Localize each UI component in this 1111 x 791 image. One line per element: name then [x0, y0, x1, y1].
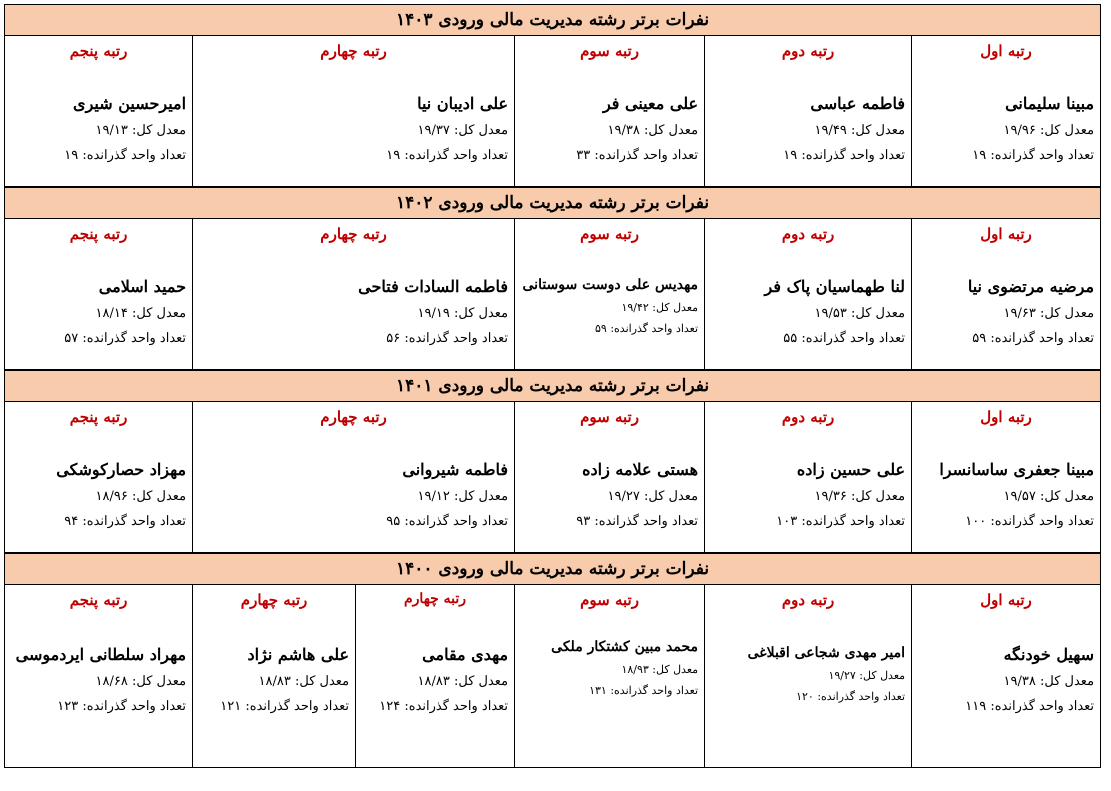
units-value: ۱۹ — [64, 148, 79, 163]
student-cell — [705, 36, 912, 187]
rank-label: رتبه سوم — [580, 225, 639, 243]
units-value: ۵۹ — [595, 322, 607, 335]
avg-value: ۱۹/۵۷ — [1003, 489, 1036, 504]
avg-value: ۱۹/۴۹ — [814, 123, 847, 138]
avg-value: ۱۹/۱۹ — [417, 306, 450, 321]
units-label: تعداد واحد گذرانده: — [801, 514, 906, 529]
units-value: ۱۹ — [783, 148, 798, 163]
avg-label: معدل کل: — [294, 674, 350, 689]
units-value: ۱۹ — [972, 148, 987, 163]
rank-label: رتبه اول — [980, 225, 1032, 243]
student-name: فاطمه عباسی — [810, 94, 906, 113]
student-cell — [5, 36, 193, 187]
units-value: ۱۲۱ — [220, 699, 242, 714]
student-name: علی حسین زاده — [796, 460, 906, 479]
student-cell — [193, 36, 515, 187]
avg-label: معدل کل: — [1039, 674, 1095, 689]
block-title: نفرات برتر رشته مدیریت مالی ورودی ۱۴۰۱ — [5, 371, 1101, 402]
student-cell — [912, 402, 1101, 553]
units-label: تعداد واحد گذرانده: — [404, 331, 509, 346]
avg-value: ۱۹/۹۶ — [1003, 123, 1036, 138]
rank-label: رتبه دوم — [781, 591, 835, 609]
rank-label: رتبه سوم — [580, 591, 639, 609]
avg-value: ۱۸/۸۳ — [417, 674, 450, 689]
student-cell — [705, 219, 912, 370]
avg-value: ۱۸/۶۸ — [95, 674, 128, 689]
block-title: نفرات برتر رشته مدیریت مالی ورودی ۱۴۰۳ — [5, 5, 1101, 36]
student-cell — [912, 36, 1101, 187]
student-cell — [193, 402, 515, 553]
units-label: تعداد واحد گذرانده: — [610, 684, 699, 697]
block-1401 — [4, 370, 1101, 553]
student-cell — [5, 402, 193, 553]
avg-value: ۱۹/۵۳ — [814, 306, 847, 321]
student-name: سهیل خودنگه — [1003, 645, 1095, 664]
avg-label: معدل کل: — [643, 489, 699, 504]
avg-value: ۱۸/۹۶ — [95, 489, 128, 504]
top-students-sheet — [4, 4, 1100, 778]
student-cell — [193, 585, 356, 768]
student-cell — [705, 402, 912, 553]
rank-label: رتبه پنجم — [69, 591, 128, 609]
units-value: ۱۲۴ — [379, 699, 401, 714]
student-cell — [515, 585, 705, 768]
avg-value: ۱۹/۳۸ — [1003, 674, 1036, 689]
units-value: ۱۱۹ — [965, 699, 987, 714]
units-value: ۵۶ — [386, 331, 401, 346]
units-value: ۹۵ — [386, 514, 401, 529]
block-title: نفرات برتر رشته مدیریت مالی ورودی ۱۴۰۲ — [5, 188, 1101, 219]
avg-label: معدل کل: — [453, 123, 509, 138]
avg-label: معدل کل: — [850, 123, 906, 138]
rank-label: رتبه پنجم — [69, 42, 128, 60]
avg-value: ۱۹/۳۷ — [417, 123, 450, 138]
avg-value: ۱۹/۳۶ — [814, 489, 847, 504]
student-name: مهراد سلطانی ایردموسی — [15, 645, 187, 664]
student-name: امیر مهدی شجاعی اقبلاغی — [747, 645, 906, 661]
avg-value: ۱۹/۲۷ — [607, 489, 640, 504]
student-cell — [5, 585, 193, 768]
student-name: علی هاشم نژاد — [247, 645, 350, 664]
student-name: مبینا جعفری ساسانسرا — [939, 460, 1095, 479]
student-name: مبینا سلیمانی — [1005, 94, 1095, 113]
student-cell — [193, 219, 515, 370]
units-label: تعداد واحد گذرانده: — [801, 148, 906, 163]
units-value: ۹۳ — [576, 514, 591, 529]
units-label: تعداد واحد گذرانده: — [817, 690, 906, 703]
block-1403 — [4, 4, 1101, 187]
avg-label: معدل کل: — [850, 489, 906, 504]
avg-value: ۱۹/۲۷ — [828, 669, 856, 682]
units-value: ۹۴ — [64, 514, 79, 529]
rank-label: رتبه اول — [980, 591, 1032, 609]
avg-label: معدل کل: — [1039, 489, 1095, 504]
units-label: تعداد واحد گذرانده: — [990, 699, 1095, 714]
student-name: هستی علامه زاده — [582, 460, 699, 479]
units-value: ۵۹ — [972, 331, 987, 346]
avg-label: معدل کل: — [131, 674, 187, 689]
student-cell — [356, 585, 515, 768]
units-value: ۱۹ — [386, 148, 401, 163]
units-label: تعداد واحد گذرانده: — [82, 331, 187, 346]
avg-label: معدل کل: — [643, 123, 699, 138]
student-name: علی معینی فر — [602, 94, 699, 113]
student-name: فاطمه شیروانی — [402, 460, 509, 479]
rank-label: رتبه اول — [980, 408, 1032, 426]
avg-label: معدل کل: — [850, 306, 906, 321]
student-name: مهزاد حصارکوشکی — [56, 460, 187, 479]
avg-value: ۱۹/۱۲ — [417, 489, 450, 504]
avg-label: معدل کل: — [453, 489, 509, 504]
avg-label: معدل کل: — [859, 669, 906, 682]
student-name: فاطمه السادات فتاحی — [358, 277, 509, 296]
rank-label: رتبه چهارم — [320, 408, 387, 426]
units-label: تعداد واحد گذرانده: — [594, 514, 699, 529]
units-label: تعداد واحد گذرانده: — [594, 148, 699, 163]
block-title: نفرات برتر رشته مدیریت مالی ورودی ۱۴۰۰ — [5, 554, 1101, 585]
avg-label: معدل کل: — [131, 306, 187, 321]
avg-value: ۱۹/۴۲ — [621, 301, 649, 314]
rank-label: رتبه اول — [980, 42, 1032, 60]
avg-value: ۱۸/۸۳ — [258, 674, 291, 689]
student-cell — [515, 219, 705, 370]
student-name: مهدی مقامی — [422, 645, 509, 664]
units-value: ۱۰۳ — [776, 514, 798, 529]
rank-label: رتبه سوم — [580, 42, 639, 60]
student-name: محمد مبین کشتکار ملکی — [551, 639, 699, 655]
units-label: تعداد واحد گذرانده: — [82, 514, 187, 529]
units-label: تعداد واحد گذرانده: — [82, 148, 187, 163]
units-value: ۱۲۰ — [796, 690, 814, 703]
student-name: حمید اسلامی — [98, 277, 187, 296]
units-label: تعداد واحد گذرانده: — [245, 699, 350, 714]
student-cell — [5, 219, 193, 370]
avg-label: معدل کل: — [453, 674, 509, 689]
avg-label: معدل کل: — [131, 123, 187, 138]
rank-label: رتبه چهارم — [404, 591, 467, 607]
student-cell — [912, 219, 1101, 370]
avg-label: معدل کل: — [1039, 123, 1095, 138]
units-label: تعداد واحد گذرانده: — [404, 148, 509, 163]
student-name: لنا طهماسیان پاک فر — [764, 277, 906, 296]
avg-value: ۱۹/۶۳ — [1003, 306, 1036, 321]
rank-label: رتبه دوم — [781, 225, 835, 243]
avg-label: معدل کل: — [131, 489, 187, 504]
avg-value: ۱۹/۱۳ — [95, 123, 128, 138]
units-value: ۵۷ — [64, 331, 79, 346]
avg-value: ۱۸/۹۳ — [621, 663, 649, 676]
student-name: علی ادیبان نیا — [417, 94, 509, 113]
units-label: تعداد واحد گذرانده: — [404, 514, 509, 529]
block-1402 — [4, 187, 1101, 370]
rank-label: رتبه پنجم — [69, 225, 128, 243]
student-cell — [515, 36, 705, 187]
units-value: ۱۳۱ — [589, 684, 607, 697]
rank-label: رتبه دوم — [781, 408, 835, 426]
rank-label: رتبه دوم — [781, 42, 835, 60]
avg-label: معدل کل: — [1039, 306, 1095, 321]
avg-label: معدل کل: — [453, 306, 509, 321]
units-value: ۵۵ — [783, 331, 798, 346]
student-cell — [705, 585, 912, 768]
rank-label: رتبه سوم — [580, 408, 639, 426]
block-1400 — [4, 553, 1101, 768]
avg-value: ۱۸/۱۴ — [95, 306, 128, 321]
units-label: تعداد واحد گذرانده: — [990, 331, 1095, 346]
units-value: ۳۳ — [576, 148, 591, 163]
rank-label: رتبه پنجم — [69, 408, 128, 426]
student-name: مهدیس علی دوست سوستانی — [522, 277, 699, 293]
avg-label: معدل کل: — [652, 301, 699, 314]
rank-label: رتبه چهارم — [320, 42, 387, 60]
units-label: تعداد واحد گذرانده: — [404, 699, 509, 714]
units-label: تعداد واحد گذرانده: — [801, 331, 906, 346]
avg-value: ۱۹/۳۸ — [607, 123, 640, 138]
student-name: امیرحسین شیری — [73, 94, 187, 113]
units-label: تعداد واحد گذرانده: — [82, 699, 187, 714]
rank-label: رتبه چهارم — [240, 591, 308, 609]
units-value: ۱۲۳ — [57, 699, 79, 714]
avg-label: معدل کل: — [652, 663, 699, 676]
rank-label: رتبه چهارم — [320, 225, 387, 243]
student-name: مرضیه مرتضوی نیا — [967, 277, 1095, 296]
units-label: تعداد واحد گذرانده: — [990, 148, 1095, 163]
units-label: تعداد واحد گذرانده: — [610, 322, 699, 335]
student-cell — [515, 402, 705, 553]
student-cell — [912, 585, 1101, 768]
units-label: تعداد واحد گذرانده: — [990, 514, 1095, 529]
units-value: ۱۰۰ — [965, 514, 987, 529]
